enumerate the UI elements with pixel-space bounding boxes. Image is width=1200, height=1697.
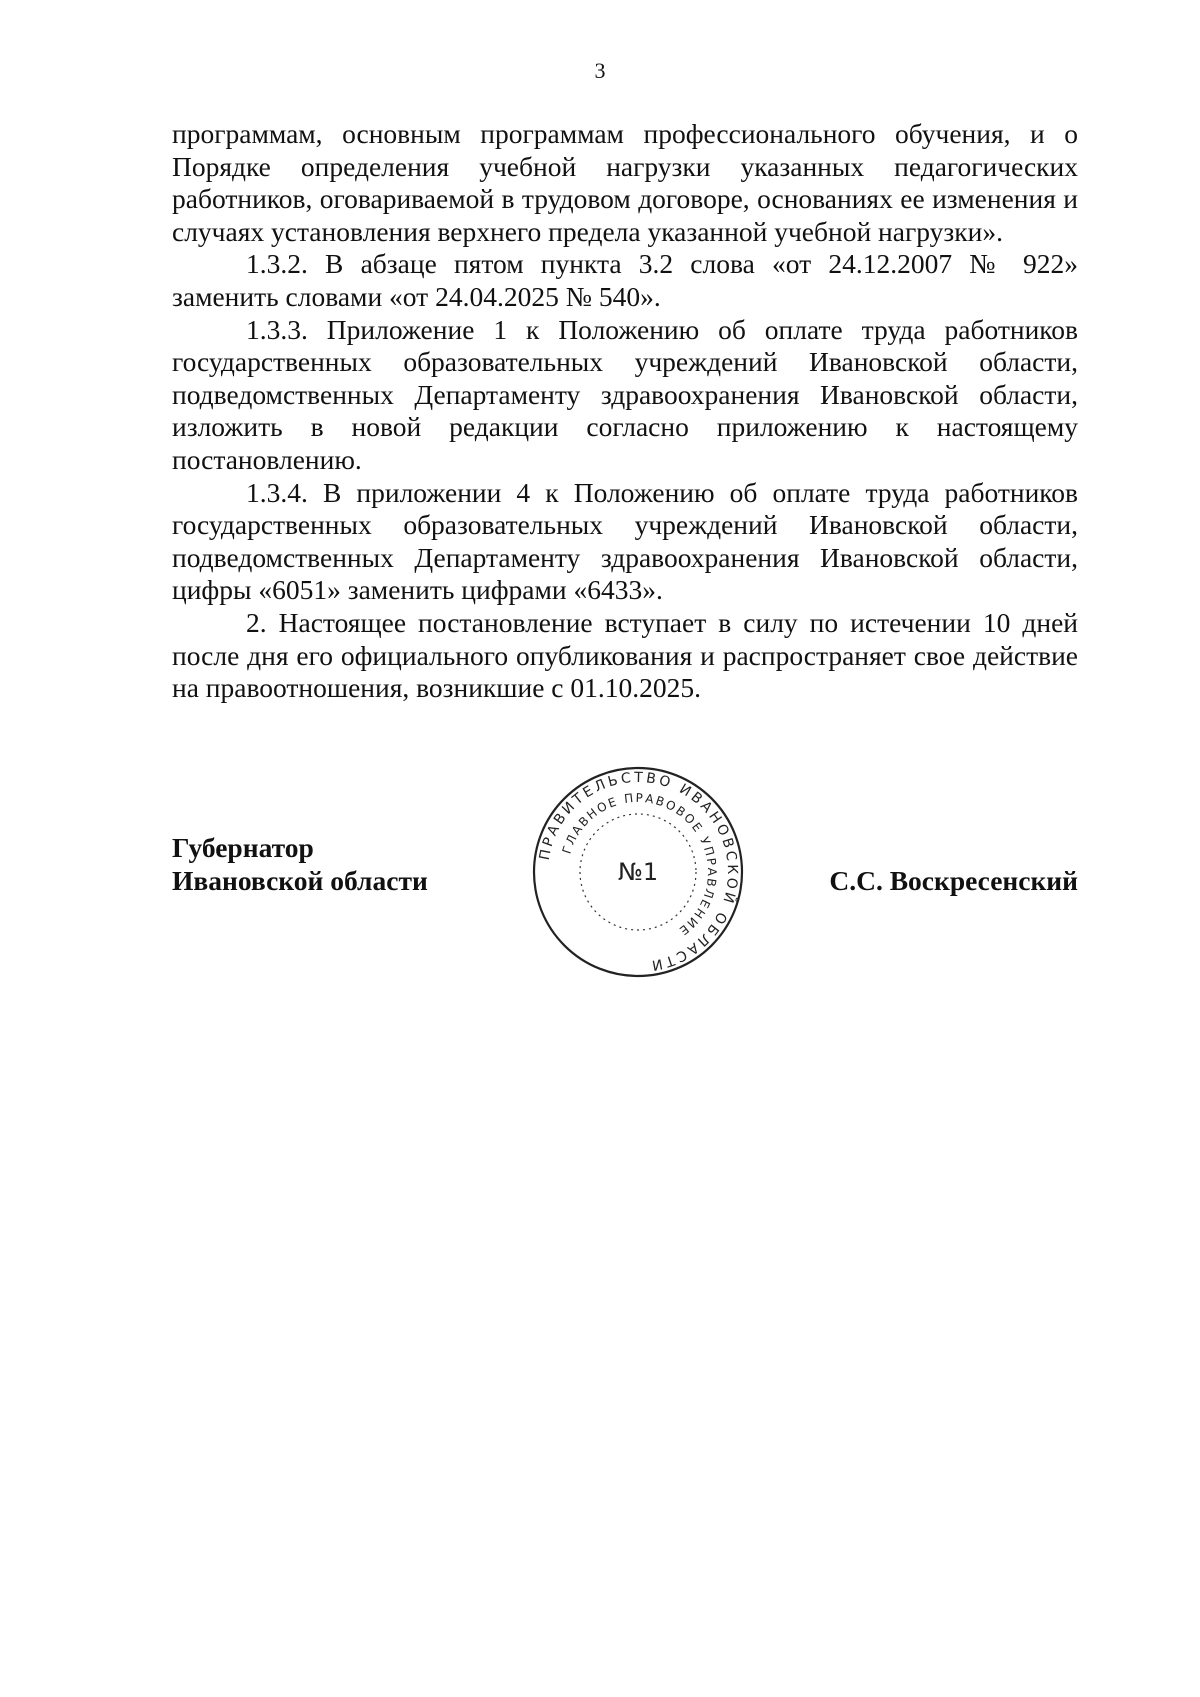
signatory-title-line1: Губернатор — [172, 832, 314, 863]
signatory-title-line2: Ивановской области — [172, 864, 428, 896]
paragraph-1-3-3: 1.3.3. Приложение 1 к Положению об оплате труда работников государственных образовательных учреждений Ивановской области, подведомственных Департаменту здравоохранения Ивановской области, изложить в новой редакции согласно приложению к настоящему постановлению. — [172, 313, 1078, 475]
paragraph-continuation: программам, основным программам профессионального обучения, и о Порядке определения учебной нагрузки указанных педагогических работников, оговариваемой в трудовом договоре, основаниях ее изменения и случаях установления верхнего предела указанной учебной нагрузки». — [172, 118, 1078, 247]
paragraph-1-3-4: 1.3.4. В приложении 4 к Положению об оплате труда работников государственных образовательных учреждений Ивановской области, подведомственных Департаменту здравоохранения Ивановской области, цифры «6051» заменить цифрами «6433». — [172, 476, 1078, 606]
seal-center-number: №1 — [617, 858, 659, 886]
page-number: 3 — [594, 58, 606, 83]
seal-inner-text: ГЛАВНОЕ ПРАВОВОЕ УПРАВЛЕНИЕ — [559, 790, 720, 939]
signatory-name: С.С. Воскресенский — [829, 865, 1078, 896]
official-seal-stamp — [528, 762, 748, 982]
signatory-title — [172, 832, 428, 897]
document-body — [172, 118, 1078, 705]
paragraph-1-3-2: 1.3.2. В абзаце пятом пункта 3.2 слова «от 24.12.2007 № 922» заменить словами «от 24.04.2025 № 540». — [172, 248, 1078, 312]
seal-outer-text: ПРАВИТЕЛЬСТВО ИВАНОВСКОЙ ОБЛАСТИ — [536, 769, 741, 974]
paragraph-2: 2. Настоящее постановление вступает в силу по истечении 10 дней после дня его официального опубликования и распространяет свое действие на правоотношения, возникшие с 01.10.2025. — [172, 606, 1078, 704]
